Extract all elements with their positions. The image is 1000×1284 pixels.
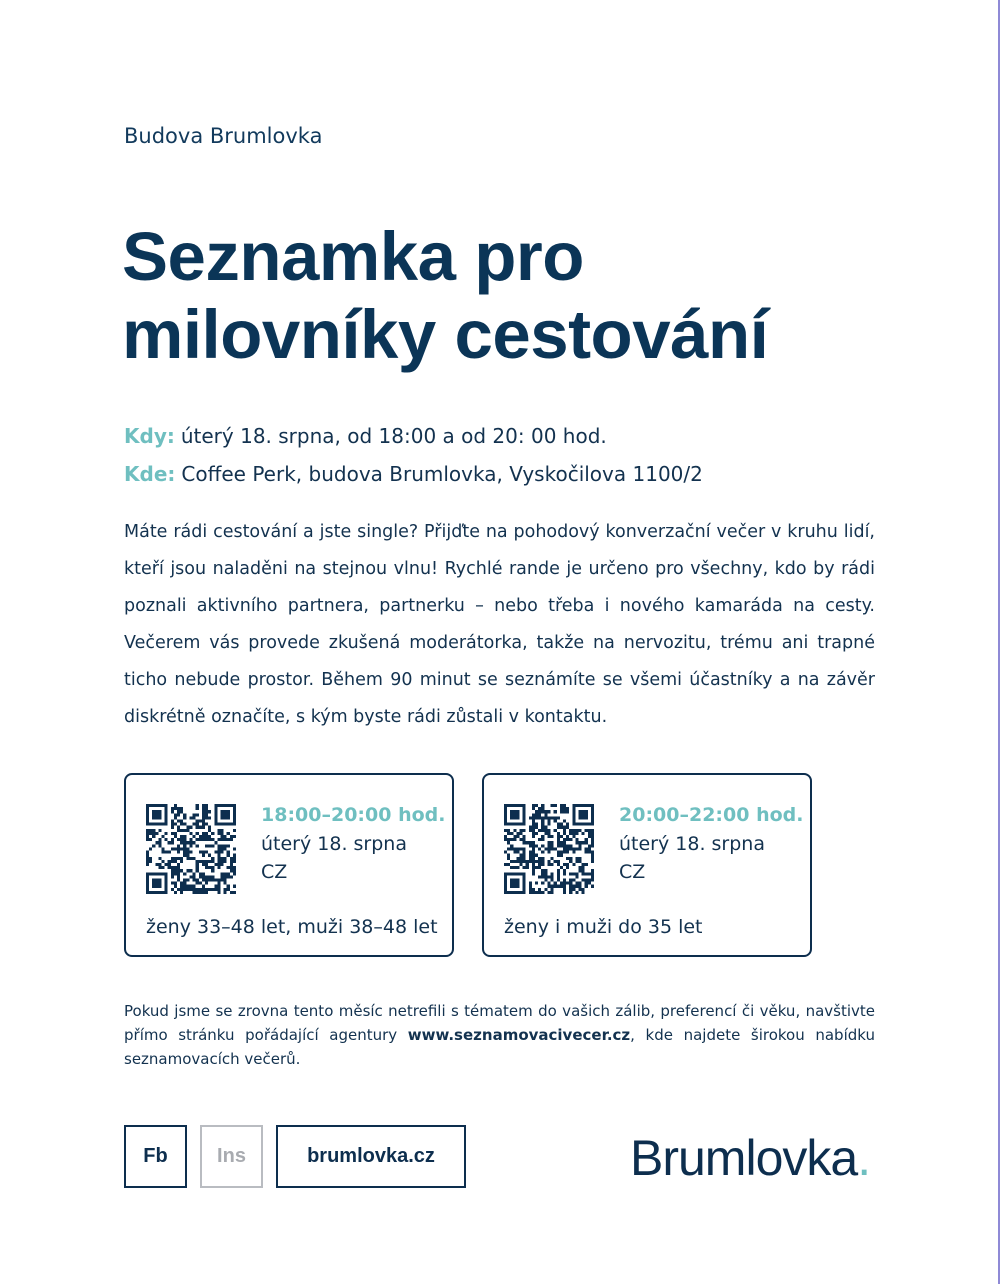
- note-text-after: , kde najdete širokou nabídku seznamovacích večerů.: [124, 1026, 875, 1068]
- qr-code-icon[interactable]: [146, 804, 236, 894]
- session-time: 20:00–22:00 hod.: [619, 804, 804, 826]
- where-value: Coffee Perk, budova Brumlovka, Vyskočilova 1100/2: [181, 462, 703, 486]
- note-text-before: Pokud jsme se zrovna tento měsíc netrefili s tématem do vašich zálib, preferencí či věku, navštivte přímo stránku pořádající agentury: [124, 1002, 875, 1044]
- when-label: Kdy:: [124, 424, 175, 448]
- title-line-1: Seznamka pro: [122, 218, 584, 295]
- session-time: 18:00–20:00 hod.: [261, 804, 446, 826]
- agency-link[interactable]: www.seznamovacivecer.cz: [407, 1026, 631, 1044]
- page-title: [122, 218, 922, 374]
- where-row: [124, 462, 703, 486]
- brumlovka-logo: [630, 1128, 870, 1188]
- instagram-button[interactable]: Ins: [200, 1125, 263, 1188]
- qr-code-icon[interactable]: [504, 804, 594, 894]
- where-label: Kde:: [124, 462, 176, 486]
- when-row: [124, 424, 607, 448]
- session-audience: ženy i muži do 35 let: [504, 916, 703, 938]
- logo-text: Brumlovka: [630, 1130, 858, 1186]
- session-date: úterý 18. srpna: [619, 833, 765, 855]
- title-line-2: milovníky cestování: [122, 296, 769, 373]
- session-language: CZ: [619, 861, 646, 883]
- session-date: úterý 18. srpna: [261, 833, 407, 855]
- footer-note: [124, 999, 875, 1071]
- session-card-1: [124, 773, 454, 957]
- venue-kicker: Budova Brumlovka: [124, 124, 323, 148]
- session-audience: ženy 33–48 let, muži 38–48 let: [146, 916, 438, 938]
- facebook-button[interactable]: Fb: [124, 1125, 187, 1188]
- event-description: Máte rádi cestování a jste single? Přijďte na pohodový konverzační večer v kruhu lidí, kteří jsou naladěni na stejnou vlnu! Rychlé rande je určeno pro všechny, kdo by rádi poznali aktivního partnera, partnerku – nebo třeba i nového kamaráda na cesty. Večerem vás provede zkušená moderátorka, takže na nervozitu, trému ani trapné ticho nebude prostor. Během 90 minut se seznámíte se všemi účastníky a na závěr diskrétně označíte, s kým byste rádi zůstali v kontaktu.: [124, 522, 875, 727]
- when-value: úterý 18. srpna, od 18:00 a od 20: 00 hod.: [180, 424, 607, 448]
- logo-dot: .: [857, 1130, 871, 1186]
- website-button[interactable]: brumlovka.cz: [276, 1125, 466, 1188]
- session-card-2: [482, 773, 812, 957]
- session-language: CZ: [261, 861, 288, 883]
